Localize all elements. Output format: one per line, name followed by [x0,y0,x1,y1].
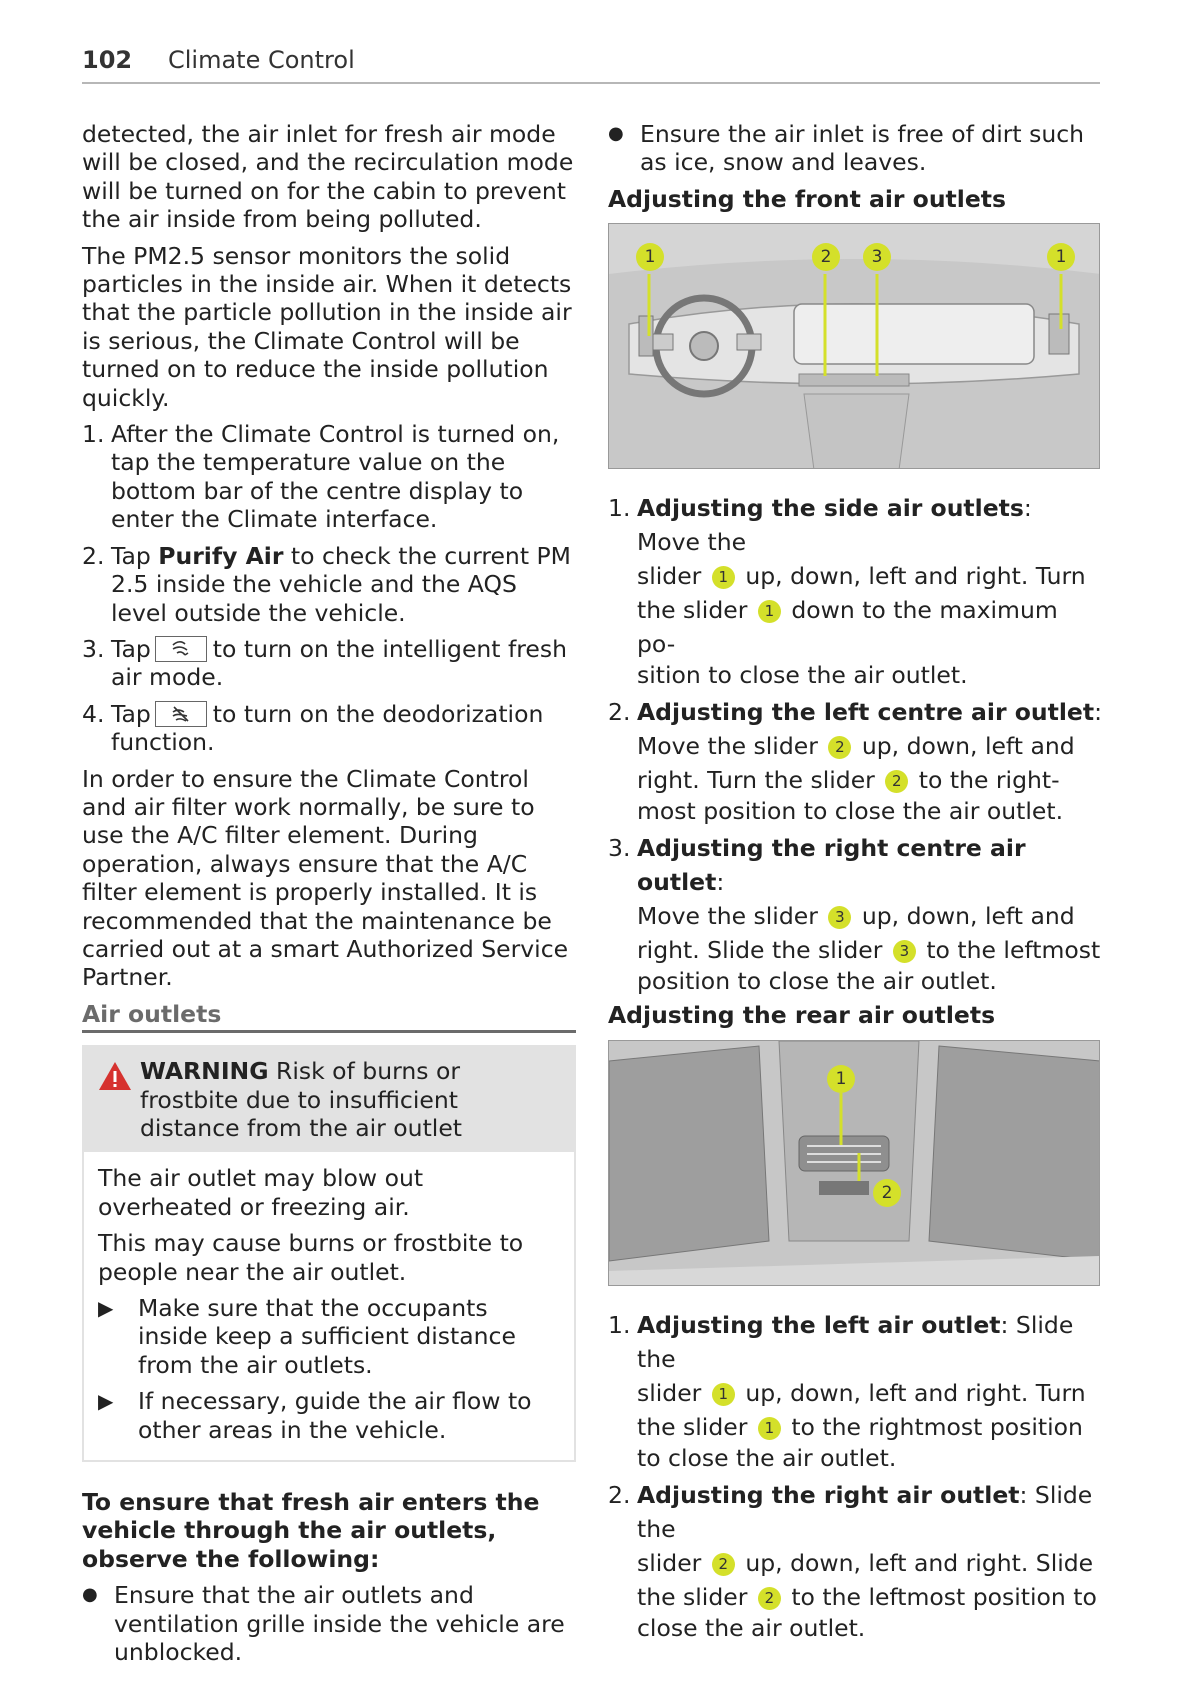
list-item: 4. Tap to turn on the deodorization function. [82,699,544,757]
arrow-icon: ▶ [98,1389,114,1414]
list-item: ▶ If necessary, guide the air flow to other areas in the vehicle. [98,1387,532,1444]
paragraph: In order to ensure the Climate Control and air filter work normally, be sure to use the A/C filter element. During operation, always ensure that the A/C filter element is properly installed. It is recommended that the maintenance be carried out at a smart Authorized Service Partner. [82,764,569,992]
callout-marker: 3 [893,940,916,963]
page-number: 102 [82,46,133,74]
warning-header: WARNING Risk of burns or frostbite due to insufficient distance from the air outlet [84,1047,574,1152]
bullet-icon: ● [608,123,624,144]
paragraph: The PM2.5 sensor monitors the solid particles in the inside air. When it detects that the particle pollution in the inside air is serious, the Climate Control will be turned on to reduce the inside pollution quickly. [82,241,572,412]
front-dashboard-illustration [608,223,1100,469]
bullet-icon: ● [82,1584,98,1606]
list-item: 3. Adjusting the right centre air outlet: Move the slider 3 up, down, left and right. Slide the slider 3 to the leftmost position to close the air outlet. [608,834,1101,996]
page-header [82,46,1100,84]
callout-marker: 3 [863,243,891,271]
callout-marker: 1 [636,243,664,271]
callout-marker: 1 [1047,243,1075,271]
list-item: 1. Adjusting the side air outlets: Move the slider 1 up, down, left and right. Turn the slider 1 down to the maximum po- sition to close the air outlet. [608,494,1086,690]
callout-marker: 1 [758,1417,781,1440]
warning-icon [98,1061,132,1091]
subheading: Adjusting the front air outlets [608,184,1006,213]
subheading: Adjusting the rear air outlets [608,1001,996,1030]
section-title: Air outlets [82,1000,576,1033]
fresh-air-icon [155,636,207,662]
callout-marker: 1 [712,1383,735,1406]
paragraph: detected, the air inlet for fresh air mode will be closed, and the recirculation mode will be turned on for the cabin to prevent the air inside from being polluted. [82,120,574,234]
list-item: 2. Adjusting the right air outlet: Slide the slider 2 up, down, left and right. Slide the slider 2 to the leftmost position to close the air outlet. [608,1480,1097,1642]
deodorization-icon [155,701,207,727]
callout-marker: 1 [827,1065,855,1093]
list-item: 1. Adjusting the left air outlet: Slide the slider 1 up, down, left and right. Turn the slider 1 to the rightmost position to close the air outlet. [608,1310,1086,1472]
callout-marker: 2 [873,1179,901,1207]
callout-marker: 2 [885,770,908,793]
list-item: 2. Adjusting the left centre air outlet: Move the slider 2 up, down, left and right. Turn the slider 2 to the right- most position to close the air outlet. [608,698,1103,826]
callout-marker: 2 [828,736,851,759]
list-item: 1. After the Climate Control is turned on, tap the temperature value on the bottom bar of the centre display to enter the Climate interface. [82,420,560,534]
left-column [82,120,576,1675]
rear-outlet-illustration [608,1040,1100,1286]
callout-marker: 2 [712,1553,735,1576]
purify-air-label: Purify Air [158,541,284,570]
warning-box [82,1045,576,1462]
page-title: Climate Control [168,46,355,74]
list-item: ▶ Make sure that the occupants inside keep a sufficient distance from the air outlets. [98,1294,516,1379]
callout-marker: 2 [758,1587,781,1610]
list-item: 2. Tap Purify Air to check the current PM 2.5 inside the vehicle and the AQS level outside the vehicle. [82,541,571,627]
callout-marker: 3 [828,906,851,929]
list-item: ● Ensure that the air outlets and ventilation grille inside the vehicle are unblocked. [82,1581,565,1667]
list-item: ● Ensure the air inlet is free of dirt such as ice, snow and leaves. [608,120,1085,177]
right-column [608,120,1102,1648]
arrow-icon: ▶ [98,1296,114,1321]
callout-marker: 1 [712,566,735,589]
list-item: 3. Tap to turn on the intelligent fresh air mode. [82,634,568,692]
subheading: To ensure that fresh air enters the vehicle through the air outlets, observe the following: [82,1488,540,1573]
callout-marker: 1 [758,600,781,623]
callout-marker: 2 [812,243,840,271]
warning-body: The air outlet may blow out overheated or freezing air. This may cause burns or frostbite to people near the air outlet. ▶ Make sure that the occupants inside keep a sufficient distance from the air outlets. ▶ If necessary, guide the air flow to other areas in the vehicle. [84,1152,574,1460]
